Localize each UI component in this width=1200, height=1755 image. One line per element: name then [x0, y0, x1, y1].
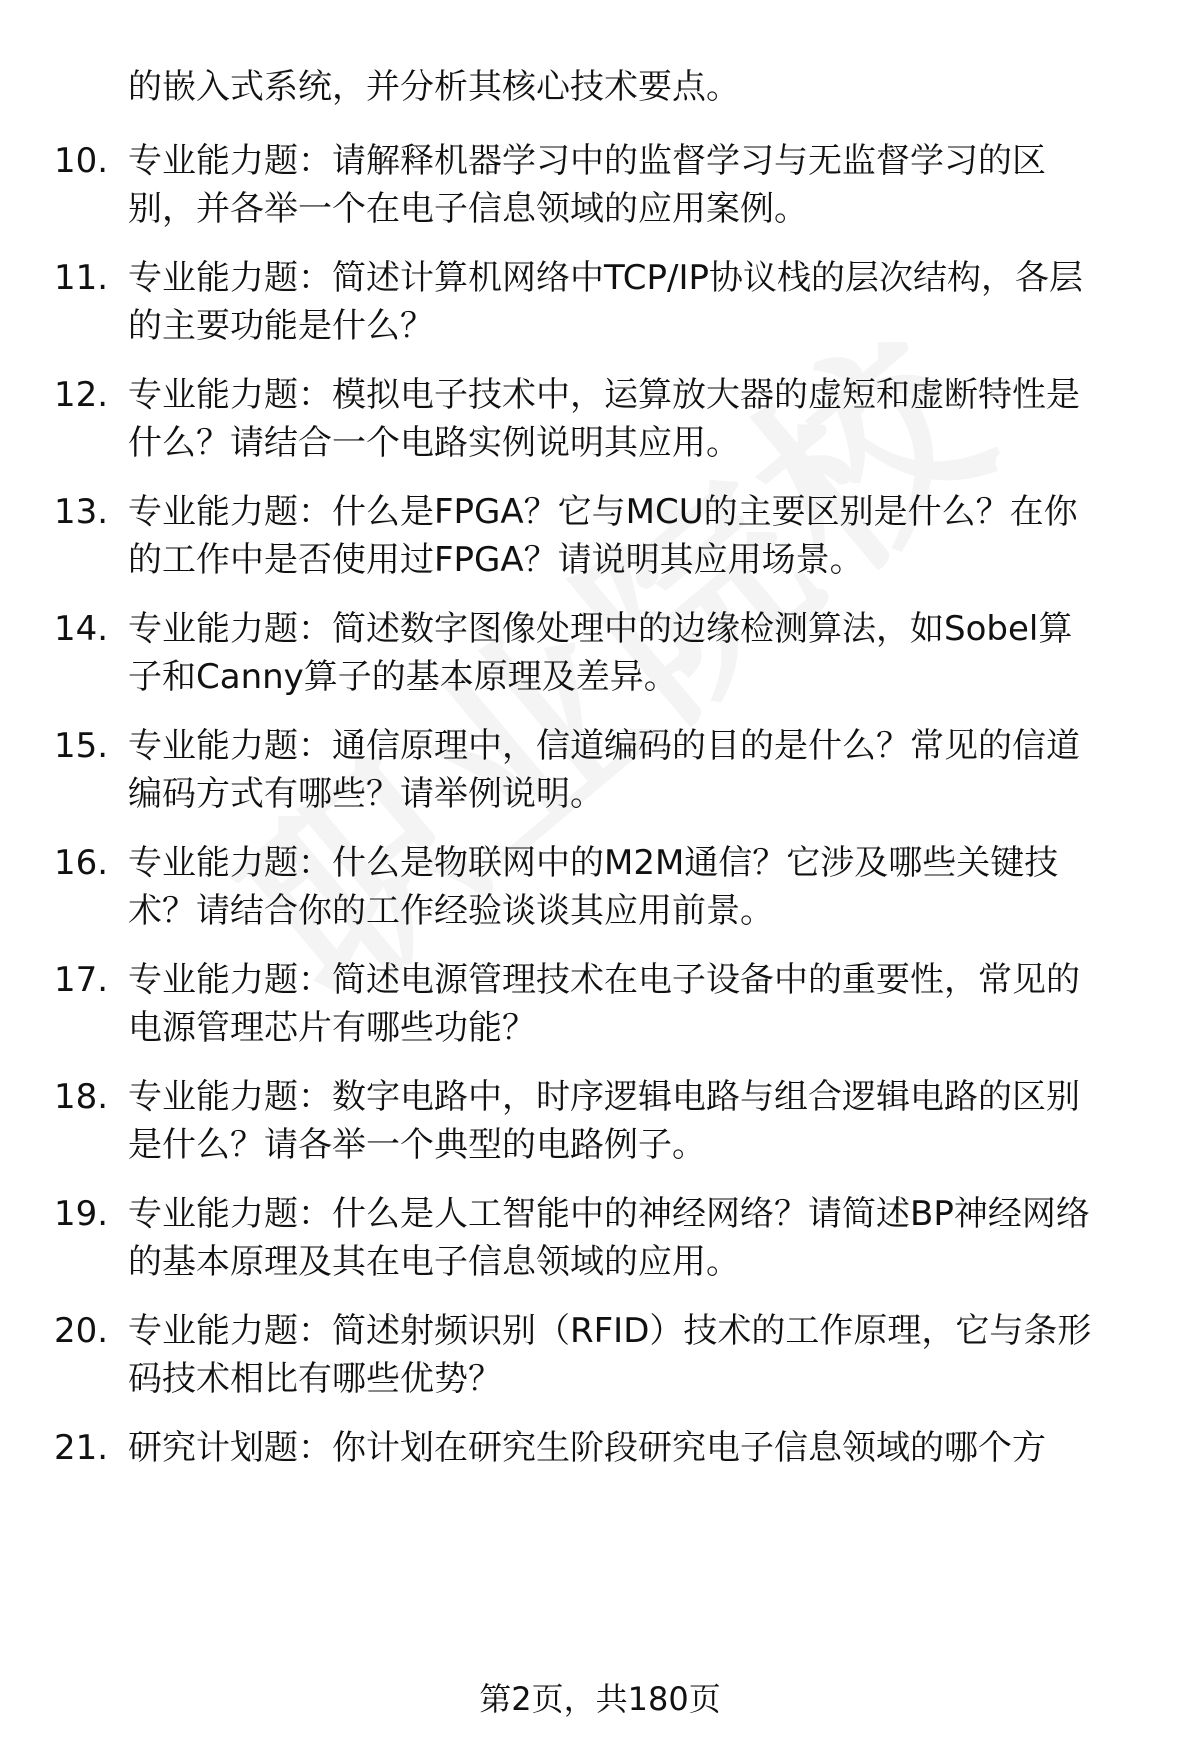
question-text-line1: 研究计划题：你计划在研究生阶段研究电子信息领域的哪个方 — [128, 1428, 1046, 1468]
question-number: 17. — [54, 960, 109, 1000]
question-number: 11. — [54, 258, 109, 298]
question-item-21 — [0, 1423, 1200, 1533]
question-item-15 — [0, 721, 1200, 831]
question-text-line2: 的工作中是否使用过FPGA？请说明其应用场景。 — [128, 540, 864, 580]
question-number: 21. — [54, 1428, 109, 1468]
question-item-12 — [0, 370, 1200, 480]
question-text-line1: 专业能力题：请解释机器学习中的监督学习与无监督学习的区 — [128, 141, 1046, 181]
question-number: 13. — [54, 492, 109, 532]
question-text-line2: 的主要功能是什么？ — [128, 306, 434, 346]
question-text-line2: 什么？请结合一个电路实例说明其应用。 — [128, 423, 740, 463]
question-item-10 — [0, 136, 1200, 246]
question-number: 20. — [54, 1311, 109, 1351]
question-item-17 — [0, 955, 1200, 1065]
question-number: 14. — [54, 609, 109, 649]
question-number: 19. — [54, 1194, 109, 1234]
continuation-text: 的嵌入式系统，并分析其核心技术要点。 — [128, 67, 740, 107]
question-text-line1: 专业能力题：什么是人工智能中的神经网络？请简述BP神经网络 — [128, 1194, 1090, 1234]
question-text-line1: 专业能力题：什么是FPGA？它与MCU的主要区别是什么？在你 — [128, 492, 1078, 532]
question-item-13 — [0, 487, 1200, 597]
question-number: 16. — [54, 843, 109, 883]
question-text-line1: 专业能力题：数字电路中，时序逻辑电路与组合逻辑电路的区别 — [128, 1077, 1080, 1117]
question-number: 15. — [54, 726, 109, 766]
question-text-line2: 是什么？请各举一个典型的电路例子。 — [128, 1125, 706, 1165]
question-text-line2: 电源管理芯片有哪些功能？ — [128, 1008, 536, 1048]
question-item-14 — [0, 604, 1200, 714]
question-text-line2: 别，并各举一个在电子信息领域的应用案例。 — [128, 189, 808, 229]
question-text-line1: 专业能力题：简述数字图像处理中的边缘检测算法，如Sobel算 — [128, 609, 1073, 649]
question-number: 18. — [54, 1077, 109, 1117]
question-text-line2: 码技术相比有哪些优势？ — [128, 1359, 502, 1399]
question-number: 10. — [54, 141, 109, 181]
question-text-line2: 术？请结合你的工作经验谈谈其应用前景。 — [128, 891, 774, 931]
question-text-line2: 编码方式有哪些？请举例说明。 — [128, 774, 604, 814]
question-text-line1: 专业能力题：通信原理中，信道编码的目的是什么？常见的信道 — [128, 726, 1080, 766]
page-footer: 第2页，共180页 — [479, 1680, 721, 1718]
question-text-line1: 专业能力题：模拟电子技术中，运算放大器的虚短和虚断特性是 — [128, 375, 1080, 415]
question-item-19 — [0, 1189, 1200, 1299]
question-text-line1: 专业能力题：简述射频识别（RFID）技术的工作原理，它与条形 — [128, 1311, 1092, 1351]
question-item-11 — [0, 253, 1200, 363]
question-number: 12. — [54, 375, 109, 415]
question-item-16 — [0, 838, 1200, 948]
question-item-18 — [0, 1072, 1200, 1182]
question-item-20 — [0, 1306, 1200, 1416]
question-text-line1: 专业能力题：什么是物联网中的M2M通信？它涉及哪些关键技 — [128, 843, 1059, 883]
question-text-line1: 专业能力题：简述计算机网络中TCP/IP协议栈的层次结构，各层 — [128, 258, 1084, 298]
question-text-line1: 专业能力题：简述电源管理技术在电子设备中的重要性，常见的 — [128, 960, 1080, 1000]
question-text-line2: 的基本原理及其在电子信息领域的应用。 — [128, 1242, 740, 1282]
question-text-line2: 子和Canny算子的基本原理及差异。 — [128, 657, 678, 697]
